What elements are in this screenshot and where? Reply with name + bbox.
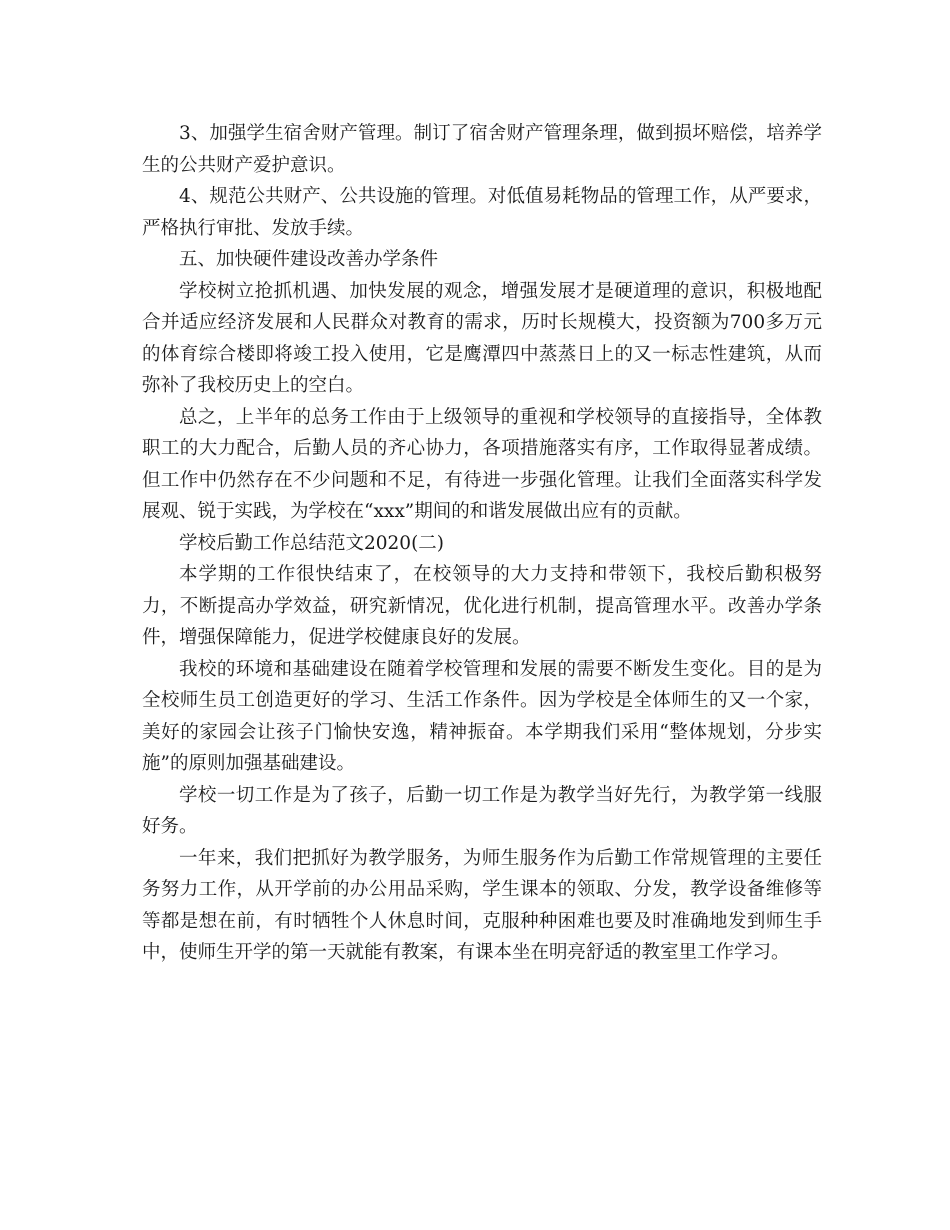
paragraph-year: 一年来，我们把抓好为教学服务，为师生服务作为后勤工作常规管理的主要任务努力工作，从开学前的办公用品采购，学生课本的领取、分发，教学设备维修等等都是想在前，有时牺牲个人休息时间，克服种种困难也要及时准确地发到师生手中，使师生开学的第一天就能有教案，有课本坐在明亮舒适的教室里工作学习。 bbox=[142, 847, 822, 963]
paragraph-purpose: 学校一切工作是为了孩子，后勤一切工作是为教学当好先行，为教学第一线服好务。 bbox=[142, 784, 822, 837]
document-body bbox=[142, 118, 822, 969]
section-heading-5: 五、加快硬件建设改善办学条件 bbox=[179, 249, 439, 270]
paragraph-environment: 我校的环境和基础建设在随着学校管理和发展的需要不断发生变化。目的是为全校师生员工创造更好的学习、生活工作条件。因为学校是全体师生的又一个家，美好的家园会让孩子门愉快安逸，精神振奋。本学期我们采用“整体规划，分步实施”的原则加强基础建设。 bbox=[142, 658, 822, 774]
paragraph-item-4: 4、规范公共财产、公共设施的管理。对低值易耗物品的管理工作，从严要求，严格执行审批、发放手续。 bbox=[142, 186, 822, 239]
paragraph-item-3: 3、加强学生宿舍财产管理。制订了宿舍财产管理条理，做到损坏赔偿，培养学生的公共财产爱护意识。 bbox=[142, 123, 822, 176]
paragraph-hardware: 学校树立抢抓机遇、加快发展的观念，增强发展才是硬道理的意识，积极地配合并适应经济发展和人民群众对教育的需求，历时长规模大，投资额为700多万元的体育综合楼即将竣工投入使用，它是鹰潭四中蒸蒸日上的又一标志性建筑，从而弥补了我校历史上的空白。 bbox=[142, 280, 822, 396]
paragraph-summary: 总之，上半年的总务工作由于上级领导的重视和学校领导的直接指导，全体教职工的大力配合，后勤人员的齐心协力，各项措施落实有序，工作取得显著成绩。但工作中仍然存在不少问题和不足，有待进一步强化管理。让我们全面落实科学发展观、锐于实践，为学校在“xxx”期间的和谐发展做出应有的贡献。 bbox=[142, 406, 822, 522]
article-title-2: 学校后勤工作总结范文2020(二) bbox=[179, 532, 445, 554]
paragraph-semester: 本学期的工作很快结束了，在校领导的大力支持和带领下，我校后勤积极努力，不断提高办学效益，研究新情况，优化进行机制，提高管理水平。改善办学条件，增强保障能力，促进学校健康良好的发展。 bbox=[142, 564, 822, 648]
